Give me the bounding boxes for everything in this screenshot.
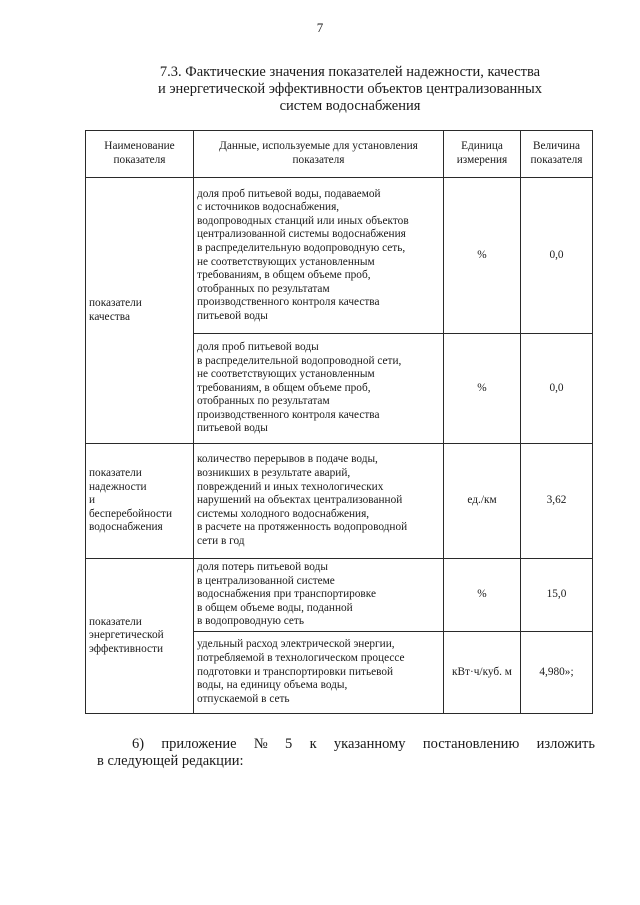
indicator-description-line: возникших в результате аварий, (197, 467, 351, 480)
value-cell: 0,0 (521, 334, 593, 444)
header-line: показателя (113, 154, 166, 166)
indicator-description-line: в централизованной системе (197, 574, 335, 587)
indicator-description-line: отобранных по результатам (197, 282, 330, 295)
closing-word: к (309, 736, 317, 752)
indicator-group-name-line: показатели (89, 467, 142, 480)
indicator-description-line: подготовки и транспортировки питьевой (197, 665, 394, 678)
indicator-description-line: отобранных по результатам (197, 395, 330, 408)
indicator-description-line: производственного контроля качества (197, 296, 380, 309)
table-row (86, 178, 593, 334)
section-title-line: систем водоснабжения (279, 98, 421, 114)
indicator-description-line: питьевой воды (197, 422, 268, 435)
indicator-description-line: в распределительной водопроводной сети, (197, 354, 402, 367)
header-line: показателя (530, 154, 583, 166)
closing-word: № (253, 736, 268, 752)
indicator-description-line: повреждений и иных технологических (197, 480, 384, 493)
indicator-group-name-line: и (89, 494, 96, 507)
indicators-table (85, 130, 593, 714)
section-title-line: и энергетической эффективности объектов централизованных (157, 81, 543, 97)
indicator-description-line: производственного контроля качества (197, 408, 380, 421)
closing-word: изложить (536, 736, 595, 752)
indicator-description-line: не соответствующих установленным (197, 255, 375, 268)
unit-cell: % (444, 178, 521, 334)
header-line: измерения (456, 154, 508, 166)
closing-paragraph (97, 736, 595, 770)
indicator-description-line: не соответствующих установленным (197, 368, 375, 381)
indicator-description (194, 631, 444, 713)
indicator-description-line: водоснабжения при транспортировке (197, 588, 376, 601)
closing-word: указанному (333, 736, 406, 752)
value-cell: 4,980»; (521, 631, 593, 713)
closing-line-2: в следующей редакции: (97, 753, 244, 769)
indicator-description-line: в расчете на протяженность водопроводной (197, 521, 408, 534)
closing-word: приложение (161, 736, 237, 752)
table-row (86, 444, 593, 559)
indicator-group-name (86, 559, 194, 714)
indicator-group-name-line: показатели (89, 615, 142, 628)
header-line: Наименование (104, 140, 175, 153)
indicator-description-line: доля проб питьевой воды, подаваемой (197, 187, 381, 200)
indicator-description-line: отпускаемой в сеть (197, 692, 290, 705)
indicator-description-line: питьевой воды (197, 309, 268, 322)
section-title (100, 64, 600, 115)
indicator-description-line: в общем объеме воды, поданной (197, 601, 353, 614)
page-number: 7 (316, 20, 324, 35)
header-line: Данные, используемые для установления (219, 140, 418, 153)
unit-cell: % (444, 334, 521, 444)
closing-word: 6) (132, 736, 145, 752)
indicator-description-line: в водопроводную сеть (197, 615, 305, 628)
unit-cell: кВт·ч/куб. м (444, 631, 521, 713)
indicator-description-line: системы холодного водоснабжения, (197, 507, 370, 520)
table-body (86, 178, 593, 714)
indicator-group-name-line: эффективности (89, 642, 163, 655)
indicator-description-line: удельный расход электрической энергии, (197, 638, 395, 651)
indicator-description-line: водопроводных станций или иных объектов (197, 214, 409, 227)
unit-cell: % (444, 559, 521, 632)
indicator-description (194, 178, 444, 334)
indicator-description-line: сети в год (197, 534, 245, 547)
section-title-line: 7.3. Фактические значения показателей надежности, качества (159, 64, 541, 80)
indicator-group-name-line: энергетической (89, 629, 164, 642)
header-unit (444, 131, 521, 178)
indicator-description-line: доля проб питьевой воды (197, 340, 319, 353)
indicator-description-line: потребляемой в технологическом процессе (197, 652, 405, 665)
header-line: показателя (292, 154, 345, 166)
header-source-data (194, 131, 444, 178)
unit-cell: ед./км (444, 444, 521, 559)
closing-line-1 (97, 736, 595, 753)
indicator-description-line: доля потерь питьевой воды (197, 561, 328, 573)
header-line: Величина (532, 140, 581, 153)
value-cell: 15,0 (521, 559, 593, 632)
indicator-description (194, 334, 444, 444)
closing-word: постановлению (422, 736, 520, 752)
indicator-group-name (86, 444, 194, 559)
indicator-description-line: с источников водоснабжения, (197, 201, 340, 214)
indicator-group-name-line: бесперебойности (89, 507, 173, 520)
indicator-description-line: воды, на единицу объема воды, (197, 679, 348, 692)
indicator-description-line: нарушений на объектах централизованной (197, 494, 403, 507)
value-cell: 3,62 (521, 444, 593, 559)
indicator-description (194, 444, 444, 559)
indicator-description-line: требованиям, в общем объеме проб, (197, 381, 371, 394)
table-header-row (86, 131, 593, 178)
indicator-description (194, 559, 444, 632)
indicator-group-name (86, 178, 194, 444)
closing-word: 5 (285, 736, 293, 752)
indicator-group-name-line: качества (89, 310, 131, 323)
indicator-description-line: в распределительную водопроводную сеть, (197, 241, 406, 254)
indicator-description-line: требованиям, в общем объеме проб, (197, 269, 371, 282)
header-indicator-name (86, 131, 194, 178)
indicator-description-line: централизованной системы водоснабжения (197, 228, 406, 241)
indicator-group-name-line: показатели (89, 296, 142, 309)
header-value (521, 131, 593, 178)
value-cell: 0,0 (521, 178, 593, 334)
indicator-group-name-line: надежности (89, 480, 147, 493)
indicator-description-line: количество перерывов в подаче воды, (197, 453, 378, 466)
indicator-group-name-line: водоснабжения (89, 521, 163, 534)
header-line: Единица (461, 140, 503, 153)
table-row (86, 559, 593, 632)
